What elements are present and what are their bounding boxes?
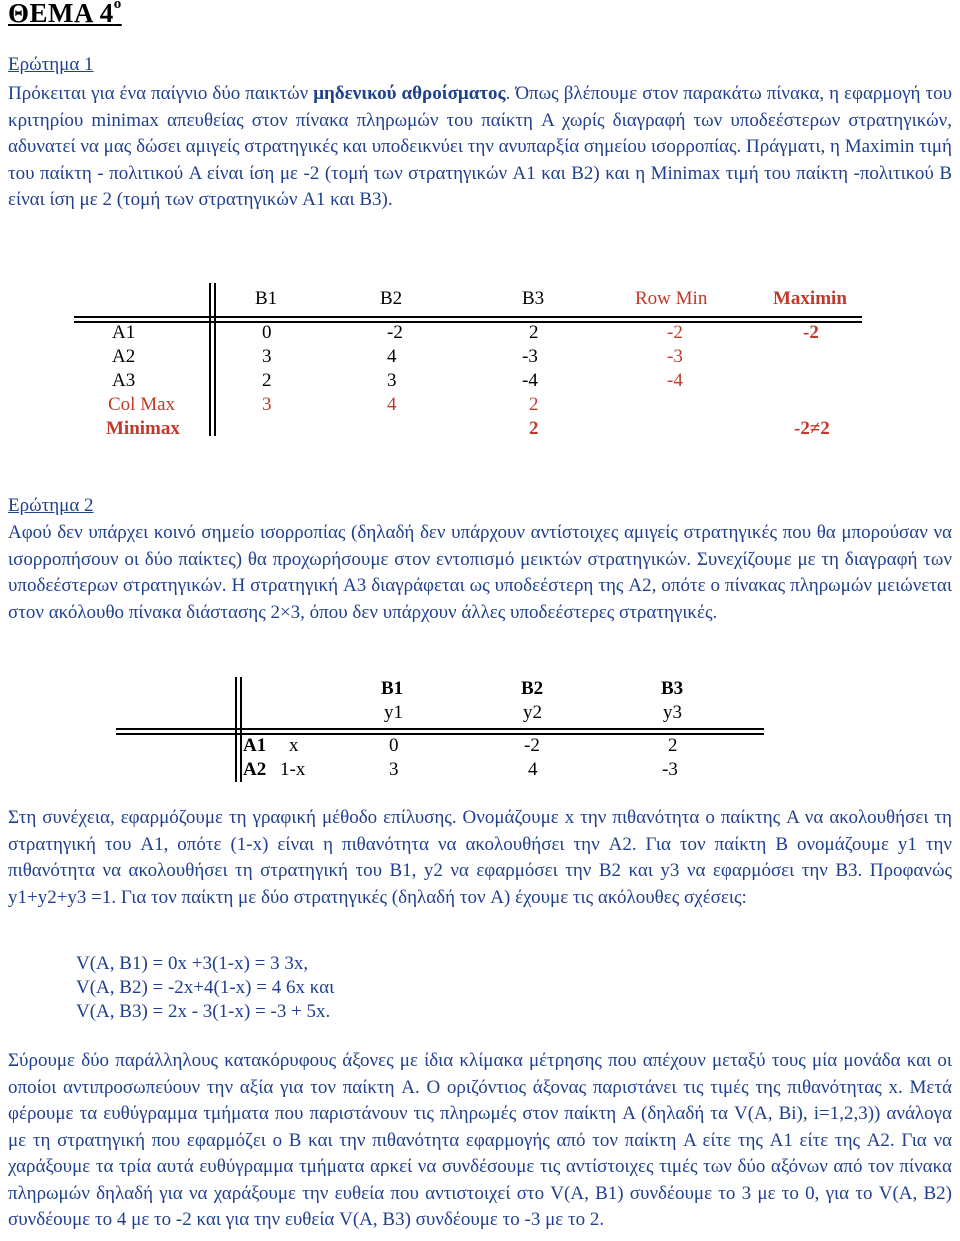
table1-colmax-cell: 3 — [262, 394, 272, 415]
table2-divider-horizontal — [116, 733, 764, 735]
graphical-method-paragraph: Σύρουμε δύο παράλληλους κατακόρυφους άξονες με ίδια κλίμακα μέτρησης που απέχουν μεταξύ τους μία μονάδα και οι οποίοι αντιπροσωπεύουν την αξία για τον παίκτη A. Ο οριζόντιος άξονας παριστάνει τις τιμές της πιθανότητας x. Μετά φέρουμε τα ευθύγραμμα τμήματα που παριστάνουν τις πληρωμές στον παίκτη A (δηλαδή τα V(A, Bi), i=1,2,3)) ανάλογα με τη στρατηγική που εφαρμόζει ο B και την πιθανότητα εφαρμογής από τον παίκτη A είτε της A1 είτε της A2. Για να χαράξουμε τα τρία αυτά ευθύγραμμα τμήματα αρκεί να συνδέσουμε τις αντίστοιχες τιμές των δύο αξόνων από τον πίνακα πληρωμών δηλαδή για να χαράξουμε την ευθεία που αντιστοιχεί στο V(A, B1) συνδέουμε το 3 με το 0, για το V(A, B2) συνδέουμε το 4 με το -2 και για την ευθεία V(A, B3) συνδέουμε το -3 με το 2. — [8, 1050, 952, 1230]
table1-row-label: A3 — [112, 370, 136, 391]
table2-prob: y2 — [523, 702, 542, 723]
table1-row-label: A1 — [112, 322, 136, 343]
payoff-table-full — [0, 0, 960, 480]
table1-cell: 3 — [387, 370, 397, 391]
table1-header: B3 — [522, 288, 545, 309]
table1-divider-horizontal — [74, 316, 862, 318]
table2-prob: y3 — [663, 702, 682, 723]
table1-rowmin-cell: -3 — [667, 346, 683, 367]
table2-row-label: A2 — [243, 759, 267, 780]
table1-divider-vertical — [209, 283, 211, 436]
table1-colmax-cell: 4 — [387, 394, 397, 415]
q1-body-text: . Όπως βλέπουμε στον παρακάτω πίνακα, η εφαρμογή του κριτηρίου minimax απευθείας στον πίνακα πληρωμών του παίκτη A χωρίς διαγραφή των υποδεέστερων στρατηγικών, αδυνατεί να μας δώσει αμιγείς στρατηγικές και υποδεικνύει την ανυπαρξία σημείου ισορροπίας. Πράγματι, η Maximin τιμή του παίκτη - πολιτικού A είναι ίση με -2 (τομή των στρατηγικών A1 και B2) και η Minimax τιμή του παίκτη -πολιτικού B είναι ίση με 2 (τομή των στρατηγικών A1 και B3). — [8, 83, 952, 210]
table1-header: B1 — [255, 288, 278, 309]
table1-cell: 2 — [529, 322, 539, 343]
table1-row-label-minimax: Minimax — [106, 418, 180, 439]
table1-divider-vertical — [214, 283, 216, 436]
table2-cell: 2 — [668, 735, 678, 756]
table2-divider-horizontal — [116, 728, 764, 730]
table1-cell: 3 — [262, 346, 272, 367]
table1-cell: -4 — [522, 370, 538, 391]
table1-cell: -2 — [387, 322, 403, 343]
table1-rowmin-cell: -2 — [667, 322, 683, 343]
table1-maximin-value: -2 — [803, 322, 819, 343]
table2-row-label: A1 — [243, 735, 267, 756]
table2-header: B3 — [661, 678, 684, 699]
q1-bold-term: μηδενικού αθροίσματος — [313, 83, 506, 104]
table2-header: B1 — [381, 678, 404, 699]
equation-line: V(A, B1) = 0x +3(1-x) = 3 3x, — [76, 953, 309, 974]
table1-header-maximin: Maximin — [773, 288, 847, 309]
table2-cell: -3 — [662, 759, 678, 780]
table2-header: B2 — [521, 678, 544, 699]
table2-row-prob: 1-x — [280, 759, 306, 780]
table1-cell: 4 — [387, 346, 397, 367]
table2-row-prob: x — [289, 735, 299, 756]
table2-cell: -2 — [524, 735, 540, 756]
table1-cell: 2 — [262, 370, 272, 391]
table1-row-label: A2 — [112, 346, 136, 367]
table1-cell: -3 — [522, 346, 538, 367]
table1-header-rowmin: Row Min — [635, 288, 708, 309]
table1-header: B2 — [380, 288, 403, 309]
page-title: ΘΕΜΑ $4^o$ — [8, 0, 122, 28]
table2-cell: 0 — [389, 735, 399, 756]
equation-line: V(A, B2) = -2x+4(1-x) = 4 6x και — [76, 977, 335, 998]
table1-divider-horizontal — [74, 321, 862, 323]
question-2-heading: Ερώτημα 2 — [8, 495, 94, 516]
table1-cell: 0 — [262, 322, 272, 343]
table2-cell: 3 — [389, 759, 399, 780]
table1-colmax-cell: 2 — [529, 394, 539, 415]
equation-line: V(A, B3) = 2x - 3(1-x) = -3 + 5x. — [76, 1001, 331, 1022]
table1-rowmin-cell: -4 — [667, 370, 683, 391]
question-2-paragraph: Αφού δεν υπάρχει κοινό σημείο ισορροπίας (δηλαδή δεν υπάρχουν αντίστοιχες αμιγείς στρατηγικές που θα μπορούσαν να ισορροπήσουν οι δύο παίκτες) θα προχωρήσουμε στον εντοπισμό μεικτών στρατηγικών. Συνεχίζουμε με τη διαγραφή των υποδεέστερων στρατηγικών. Η στρατηγική A3 διαγράφεται ως υποδεέστερη της A2, οπότε ο πίνακας πληρωμών μειώνεται στον ακόλουθο πίνακα διάστασης 2×3, όπου δεν υπάρχουν άλλες υποδεέστερες στρατηγικές. — [8, 522, 952, 623]
table2-prob: y1 — [384, 702, 403, 723]
q1-intro-text: Πρόκειται για ένα παίγνιο δύο παικτών — [8, 83, 314, 104]
method-paragraph: Στη συνέχεια, εφαρμόζουμε τη γραφική μέθοδο επίλυσης. Ονομάζουμε x την πιθανότητα ο παίκτης A να ακολουθήσει τη στρατηγική του A1, οπότε (1-x) είναι η πιθανότητα να ακολουθήσει την A2. Για τον παίκτη B ονομάζουμε y1 την πιθανότητα να ακολουθήσει τη στρατηγική του B1, y2 να εφαρμόσει την B2 και y3 να εφαρμόσει την B3. Προφανώς y1+y2+y3 =1. Για τον παίκτη με δύο στρατηγικές (δηλαδή τον A) έχουμε τις ακόλουθες σχέσεις: — [8, 807, 952, 908]
question-1-heading: Ερώτημα 1 — [8, 54, 94, 75]
table1-comparison: -2≠2 — [794, 418, 830, 439]
table1-row-label-colmax: Col Max — [108, 394, 176, 415]
table2-cell: 4 — [528, 759, 538, 780]
table1-minimax-value: 2 — [529, 418, 539, 439]
